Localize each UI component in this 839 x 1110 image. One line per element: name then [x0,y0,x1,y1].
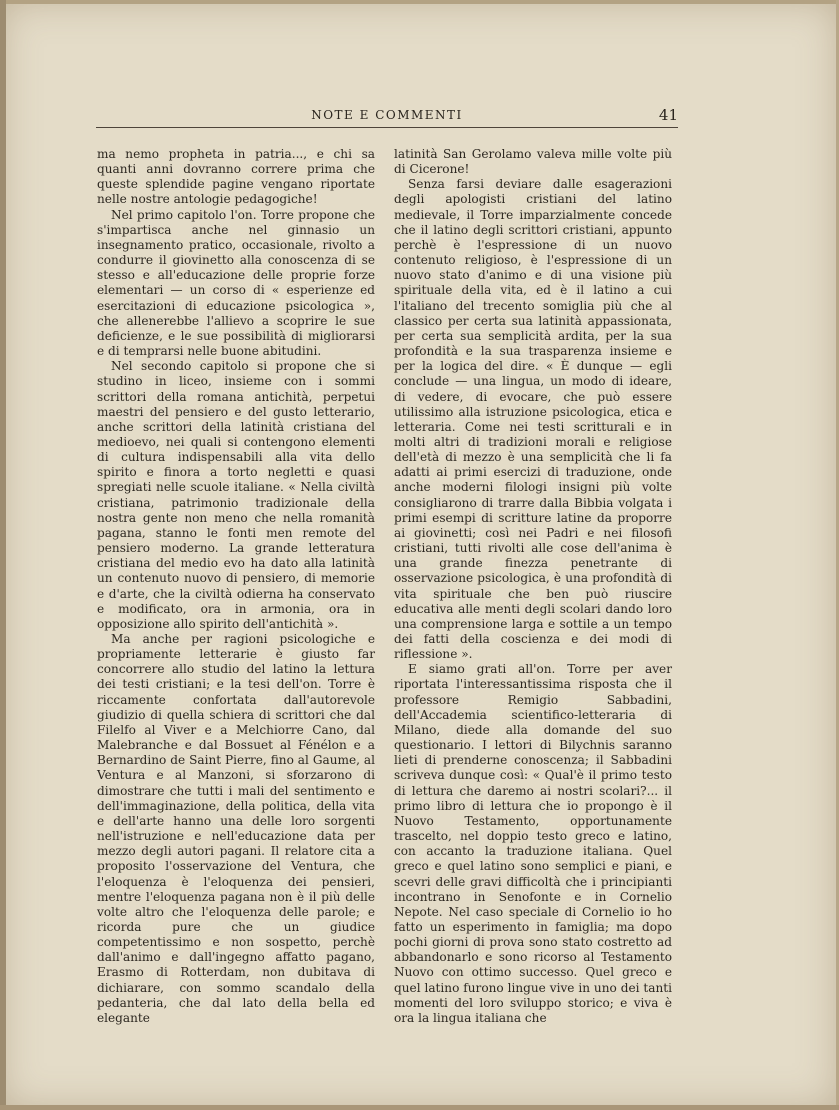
page-header [96,106,678,128]
page-edge-top [0,0,839,4]
paragraph: Nel secondo capitolo si propone che si studino in liceo, insieme con i sommi scrittori della romana antichità, perpetui maestri del pensiero e del gusto letterario, anche scrittori della latinità cristiana del medioevo, nei quali si contengono elementi di cultura indispensabili alla vita dello spirito e finora a torto negletti e quasi spregiati nelle scuole italiane. « Nella civiltà cristiana, patrimonio tradizionale della nostra gente non meno che nella romanità pagana, stanno le fonti men remote del pensiero moderno. La grande letteratura cristiana del medio evo ha dato alla latinità un contenuto nuovo di pensiero, di memorie e d'arte, che la civiltà odierna ha conservato e modificato, ora in armonia, ora in opposizione allo spirito dell'antichità ». [97,359,375,631]
page-number: 41 [658,106,678,124]
paragraph: Nel primo capitolo l'on. Torre propone che s'impartisca anche nel ginnasio un insegnamento pratico, occasionale, rivolto a condurre il giovinetto alla conoscenza di se stesso e all'educazione delle proprie forze elementari — un corso di « esperienze ed esercitazioni di educazione psicologica », che allenerebbe l'allievo a scoprire le sue deficienze, e le sue possibilità di migliorarsi e di temprarsi nelle buone abitudini. [97,207,375,359]
running-head: NOTE E COMMENTI [311,108,463,122]
paragraph: Senza farsi deviare dalle esagerazioni degli apologisti cristiani del latino medievale, il Torre imparzialmente concede che il latino degli scrittori cristiani, appunto perchè è l'espressione di un nuovo contenuto religioso, è l'espressione di un nuovo stato d'animo e di una visione più spirituale della vita, ed è il latino a cui l'italiano del trecento somiglia più che al classico per certa sua latinità appassionata, per certa sua semplicità ardita, per la sua profondità e la sua trasparenza insieme e per la logica del dire. « È dunque — egli conclude — una lingua, un modo di ideare, di vedere, di evocare, che può essere utilissimo alla istruzione psicologica, etica e letteraria. Come nei testi scritturali e in molti altri di tradizioni morali e religiose dell'età di mezzo è una semplicità che li fa adatti ai primi esercizi di traduzione, onde anche moderni filologi insigni più volte consigliarono di trarre dalla Bibbia volgata i primi esempi di scritture latine da proporre ai giovinetti; così nei Padri e nei filosofi cristiani, tutti rivolti alle cose dell'anima è una grande finezza penetrante di osservazione psicologica, è una profondità di vita spirituale che ben può riuscire educativa alle menti degli scolari dando loro una comprensione larga e sottile a un tempo dei fatti della coscienza e dei modi di riflessione ». [394,177,672,662]
page-edge-bottom [0,1105,839,1110]
right-column [394,147,672,1025]
header-rule [96,127,678,128]
paragraph: Ma anche per ragioni psicologiche e propriamente letterarie è giusto far concorrere allo studio del latino la lettura dei testi cristiani; e la tesi dell'on. Torre è riccamente confortata dall'autorevole giudizio di quella schiera di scrittori che dal Filelfo al Viver e a Melchiorre Cano, dal Malebranche e dal Bossuet al Fénélon e a Bernardino de Saint Pierre, fino al Gaume, al Ventura e al Manzoni, si sforzarono di dimostrare che tutti i mali del sentimento e dell'immaginazione, della politica, della vita e dell'arte hanno una delle loro sorgenti nell'istruzione e nell'educazione data per mezzo degli autori pagani. Il relatore cita a proposito l'osservazione del Ventura, che l'eloquenza è l'eloquenza dei pensieri, mentre l'eloquenza pagana non è il più delle volte altro che l'eloquenza delle parole; e ricorda pure che un giudice competentissimo e non sospetto, perchè dall'animo e dall'ingegno affatto pagano, Erasmo di Rotterdam, non dubitava di dichiarare, con sommo scandalo della pedanteria, che dal lato della bella ed elegante [97,632,375,1025]
paragraph: E siamo grati all'on. Torre per aver riportata l'interessantissima risposta che il professore Remigio Sabbadini, dell'Accademia scientifico-letteraria di Milano, diede alla domande del suo questionario. I lettori di Bilychnis saranno lieti di prenderne conoscenza; il Sabbadini scriveva dunque così: « Qual'è il primo testo di lettura che daremo ai nostri scolari?... il primo libro di lettura che io propongo è il Nuovo Testamento, opportunamente trascelto, nel doppio testo greco e latino, con accanto la traduzione italiana. Quel greco e quel latino sono semplici e piani, e scevri delle gravi difficoltà che i principianti incontrano in Senofonte e in Cornelio Nepote. Nel caso speciale di Cornelio io ho fatto un esperimento in famiglia; ma dopo pochi giorni di prova sono stato costretto ad abbandonarlo e sono ricorso al Testamento Nuovo con ottimo successo. Quel greco e quel latino furono lingue vive in uno dei tanti momenti del loro sviluppo storico; e viva è ora la lingua italiana che [394,662,672,1025]
page-edge-left [0,0,6,1110]
paragraph: ma nemo propheta in patria..., e chi sa quanti anni dovranno correre prima che queste splendide pagine vengano riportate nelle nostre antologie pedagogiche! [97,147,375,207]
left-column [97,147,375,1025]
paragraph: latinità San Gerolamo valeva mille volte più di Cicerone! [394,147,672,177]
